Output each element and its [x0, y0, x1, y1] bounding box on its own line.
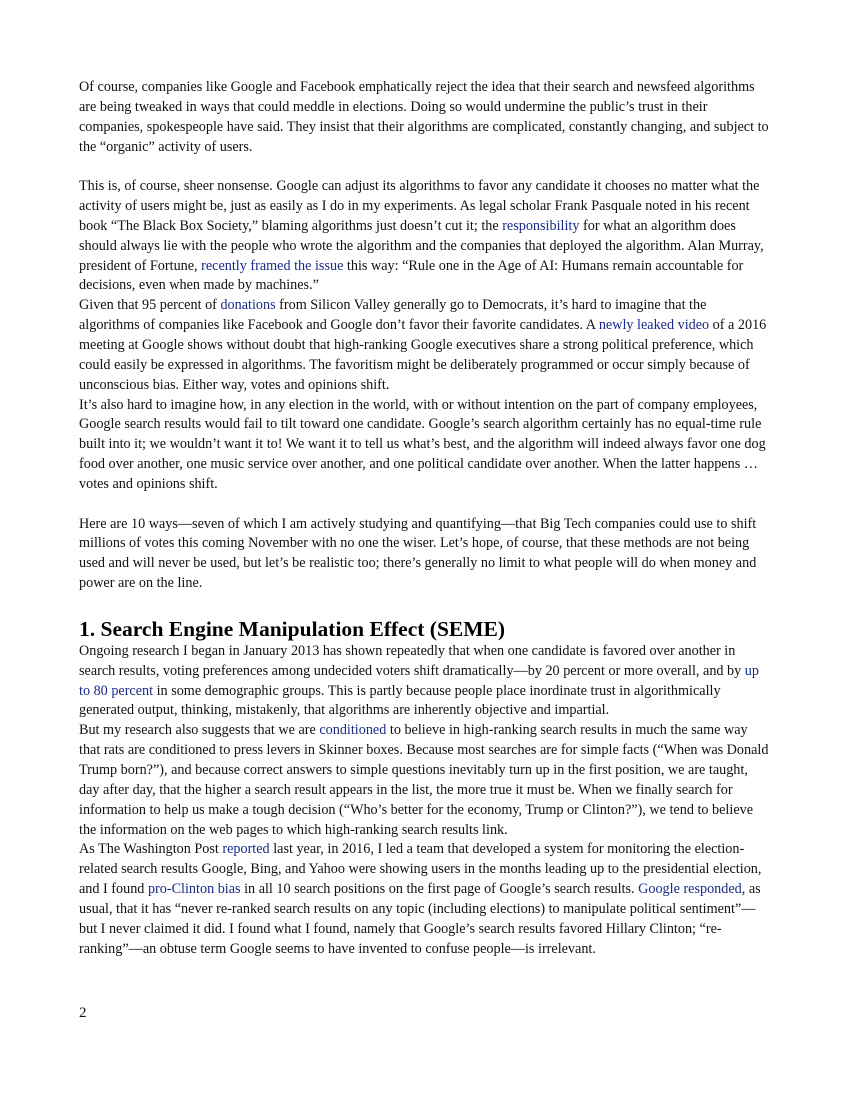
paragraph-donations: Given that 95 percent of donations from Silicon Valley generally go to Democrats, it’s hard to imagine that the algorithms of companies like Facebook and Google don’t favor their favorite candidates. A newly leaked video of a 2016 meeting at Google shows without doubt that high-ranking Google executives share a strong political preference, which could easily be expressed in algorithms. The favoritism might be deliberately programmed or occur simply because of unconscious bias. Either way, votes and opinions shift. [79, 297, 767, 393]
paragraph-hard-to-imagine: It’s also hard to imagine how, in any election in the world, with or without intention on the part of company employees, Google search results would fail to tilt toward one candidate. Google’s search algorithm certainly has no equal-time rule built into it; we wouldn’t want it to! We want it to tell us what’s best, and the algorithm will indeed always favor one dog food over another, one music service over another, and one political candidate over another. When the latter happens … votes and opinions shift. [79, 396, 766, 492]
paragraph-washington-post: As The Washington Post reported last year, in 2016, I led a team that developed a system for monitoring the election-related search results Google, Bing, and Yahoo were showing users in the months leading up to the presidential election, and I found pro-Clinton bias in all 10 search positions on the first page of Google’s search results. Google responded, as usual, that it has “never re-ranked search results on any topic (including elections) to manipulate political sentiment”—but I never claimed it did. I found what I found, namely that Google’s search results favored Hillary Clinton; “re-ranking”—an obtuse term Google seems to have invented to confuse people—is irrelevant. [79, 841, 762, 957]
conditioned-link[interactable]: conditioned [319, 722, 387, 739]
document-page [79, 78, 769, 959]
newly-leaked-video-link[interactable]: newly leaked video [598, 317, 710, 334]
paragraph-ten-ways: Here are 10 ways—seven of which I am actively studying and quantifying—that Big Tech companies could use to shift millions of votes this coming November with no one the wiser. Let’s hope, of course, that these methods are not being used and will never be used, but let’s be realistic too; there’s generally no limit to what people will do when money and power are on the line. [79, 515, 757, 592]
page-number: 2 [79, 1005, 87, 1021]
responsibility-link[interactable]: responsibility [502, 217, 580, 234]
donations-link[interactable]: donations [220, 297, 276, 314]
google-responded-link[interactable]: Google responded [638, 881, 742, 898]
paragraph-companies-reject: Of course, companies like Google and Facebook emphatically reject the idea that their search and newsfeed algorithms are being tweaked in ways that could meddle in elections. Doing so would undermine the public’s trust in their companies, spokespeople have said. They insist that their algorithms are complicated, constantly changing, and subject to the “organic” activity of users. [79, 79, 769, 155]
paragraph-conditioned: But my research also suggests that we are conditioned to believe in high-ranking search results in much the same way that rats are conditioned to press levers in Skinner boxes. Because most searches are for simple facts (“When was Donald Trump born?”), and because correct answers to simple questions inevitably turn up in the first position, we are taught, day after day, that the higher a search result appears in the list, the more true it must be. When we finally search for information to help us make a tough decision (“Who’s better for the economy, Trump or Clinton?”), we tend to believe the information on the web pages to which high-ranking search results link. [79, 722, 769, 838]
paragraph-ongoing-research: Ongoing research I began in January 2013 has shown repeatedly that when one candidate is favored over another in search results, voting preferences among undecided voters shift dramatically—by 20 percent or more overall, and by up to 80 percent in some demographic groups. This is partly because people place inordinate trust in algorithmically generated output, thinking, mistakenly, that algorithms are inherently objective and impartial. [79, 642, 759, 719]
recently-framed-the-issue-link[interactable]: recently framed the issue [201, 257, 344, 274]
paragraph-sheer-nonsense: This is, of course, sheer nonsense. Google can adjust its algorithms to favor any candidate it chooses no matter what the activity of users might be, just as easily as I do in my experiments. As legal scholar Frank Pasquale noted in his recent book “The Black Box Society,” blaming algorithms just doesn’t cut it; the responsibility for what an algorithm does should always lie with the people who wrote the algorithm and the companies that deployed the algorithm. Alan Murray, president of Fortune, recently framed the issue this way: “Rule one in the Age of AI: Humans remain accountable for decisions, even when made by machines.” [79, 178, 764, 294]
pro-clinton-bias-link[interactable]: pro-Clinton bias [147, 881, 241, 898]
section-heading-seme: 1. Search Engine Manipulation Effect (SEME) [79, 616, 506, 641]
up-to-80-percent-link[interactable]: up to 80 percent [79, 662, 759, 699]
reported-link[interactable]: reported [222, 841, 270, 858]
